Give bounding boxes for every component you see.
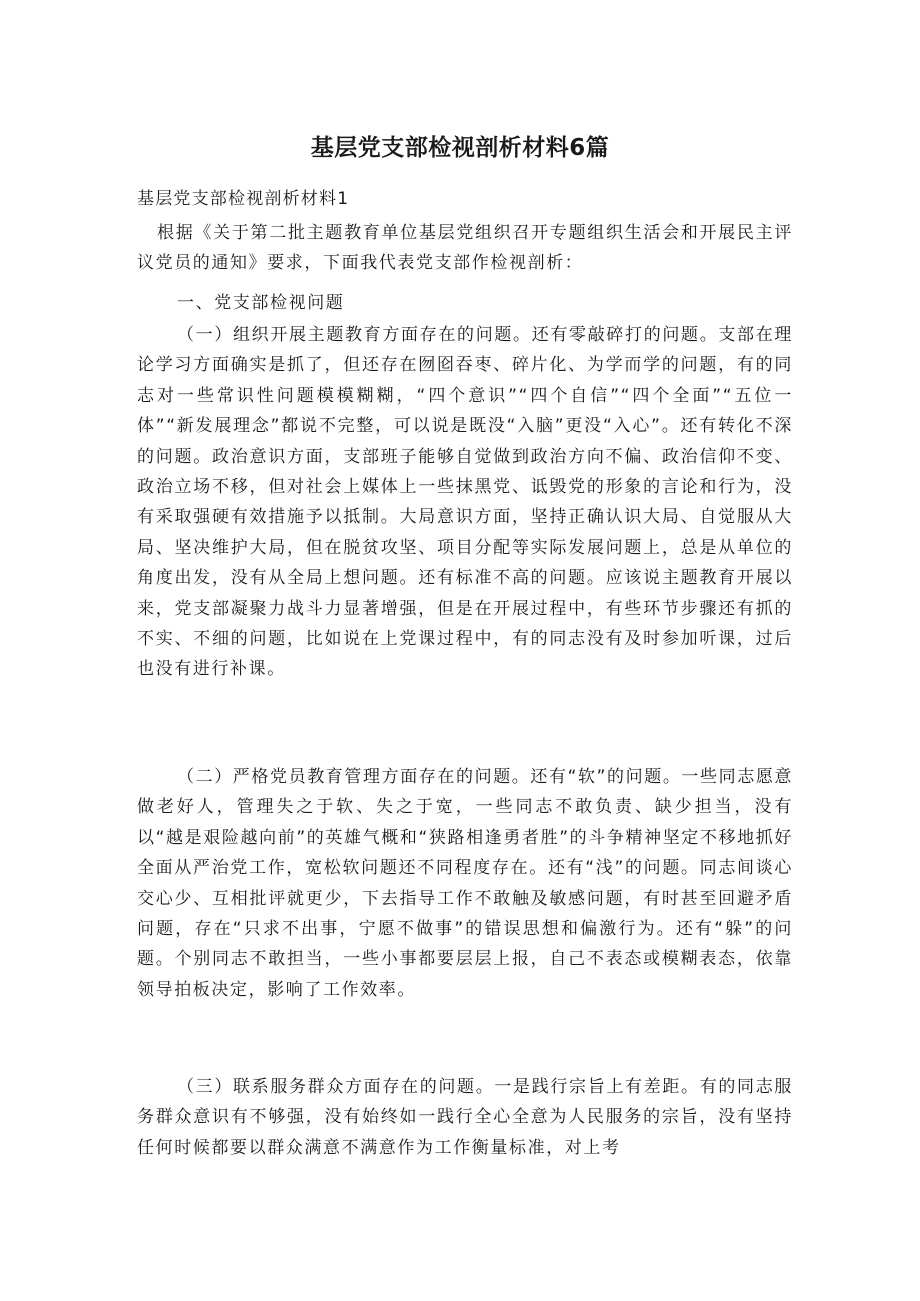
paragraph-3: （三）联系服务群众方面存在的问题。一是践行宗旨上有差距。有的同志服务群众意识有不够强，没有始终如一践行全心全意为人民服务的宗旨，没有坚持任何时候都要以群众满意不满意作为工作衡量标准，对上考 bbox=[137, 1077, 793, 1158]
section-heading: 一、党支部检视问题 bbox=[177, 293, 345, 313]
paragraph-1: （一）组织开展主题教育方面存在的问题。还有零敲碎打的问题。支部在理论学习方面确实是抓了，但还存在囫囵吞枣、碎片化、为学而学的问题，有的同志对一些常识性问题模模糊糊，“四个意识”“四个自信”“四个全面”“五位一体”“新发展理念”都说不完整，可以说是既没“入脑”更没“入心”。还有转化不深的问题。政治意识方面，支部班子能够自觉做到政治方向不偏、政治信仰不变、政治立场不移，但对社会上媒体上一些抹黑党、诋毁党的形象的言论和行为，没有采取强硬有效措施予以抵制。大局意识方面，坚持正确认识大局、自觉服从大局、坚决维护大局，但在脱贫攻坚、项目分配等实际发展问题上，总是从单位的角度出发，没有从全局上想问题。还有标准不高的问题。应该说主题教育开展以来，党支部凝聚力战斗力显著增强，但是在开展过程中，有些环节步骤还有抓的不实、不细的问题，比如说在上党课过程中，有的同志没有及时参加听课，过后也没有进行补课。 bbox=[137, 325, 793, 680]
page-title: 基层党支部检视剖析材料6篇 bbox=[310, 135, 610, 162]
paragraph-2: （二）严格党员教育管理方面存在的问题。还有“软”的问题。一些同志愿意做老好人，管理失之于软、失之于宽，一些同志不敢负责、缺少担当，没有以“越是艰险越向前”的英雄气概和“狭路相逢勇者胜”的斗争精神坚定不移地抓好全面从严治党工作，宽松软问题还不同程度存在。还有“浅”的问题。同志间谈心交心少、互相批评就更少，下去指导工作不敢触及敏感问题，有时甚至回避矛盾问题，存在“只求不出事，宁愿不做事”的错误思想和偏激行为。还有“躲”的问题。个别同志不敢担当，一些小事都要层层上报，自己不表态或模糊表态，依靠领导拍板决定，影响了工作效率。 bbox=[137, 767, 794, 1000]
intro-paragraph: 根据《关于第二批主题教育单位基层党组织召开专题组织生活会和开展民主评议党员的通知》要求，下面我代表党支部作检视剖析： bbox=[137, 223, 793, 274]
document-subtitle: 基层党支部检视剖析材料1 bbox=[137, 189, 350, 209]
